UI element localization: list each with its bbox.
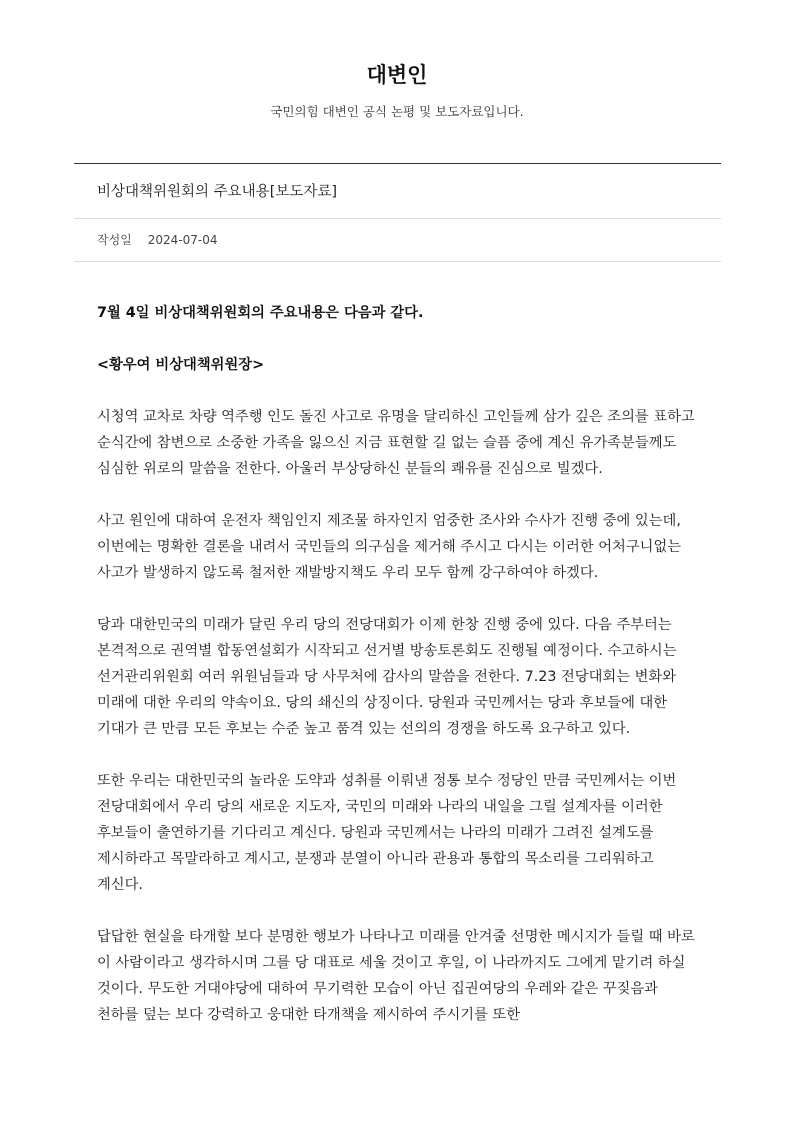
body-paragraph-4: 또한 우리는 대한민국의 놀라운 도약과 성취를 이뤄낸 정통 보수 정당인 만큼 국민께서는 이번 전당대회에서 우리 당의 새로운 지도자, 국민의 미래와 나라의 내일을 그릴 설계자를 이러한 후보들이 출연하기를 기다리고 계신다. 당원과 국민께서는 나라의 미래가 그려진 설계도를 제시하라고 목말라하고 계시고, 분쟁과 분열이 아니라 관용과 통합의 목소리를 그리워하고 계신다. [97, 773, 677, 893]
site-subtitle: 국민의힘 대변인 공식 논평 및 보도자료입니다. [270, 104, 524, 119]
post-title: 비상대책위원회의 주요내용[보도자료] [97, 184, 338, 200]
body-paragraph-3: 당과 대한민국의 미래가 달린 우리 당의 전당대회가 이제 한창 진행 중에 있다. 다음 주부터는 본격적으로 권역별 합동연설회가 시작되고 선거별 방송토론회도 진행될 예정이다. 수고하시는 선거관리위원회 여러 위원님들과 당 사무처에 감사의 말씀을 전한다. 7.23 전당대회는 변화와 미래에 대한 우리의 약속이요. 당의 쇄신의 상징이다. 당원과 국민께서는 당과 후보들에 대한 기대가 큰 만큼 모든 후보는 수준 높고 품격 있는 선의의 경쟁을 하도록 요구하고 있다. [97, 617, 677, 737]
lead-sentence: 7월 4일 비상대책위원회의 주요내용은 다음과 같다. [97, 305, 424, 321]
site-title: 대변인 [366, 63, 428, 87]
post-body [97, 300, 697, 1054]
header-divider [74, 163, 721, 164]
meta-divider [74, 261, 721, 262]
body-paragraph-1: 시청역 교차로 차량 역주행 인도 돌진 사고로 유명을 달리하신 고인들께 삼가 깊은 조의를 표하고 순식간에 참변으로 소중한 가족을 잃으신 지금 표현할 길 없는 슬픔 중에 계신 유가족분들께도 심심한 위로의 말씀을 전한다. 아울러 부상당하신 분들의 쾌유를 진심으로 빌겠다. [97, 409, 695, 477]
post-date: 2024-07-04 [147, 233, 218, 247]
title-divider [74, 218, 721, 219]
body-paragraph-5: 답답한 현실을 타개할 보다 분명한 행보가 나타나고 미래를 안겨줄 선명한 메시지가 들릴 때 바로 이 사람이라고 생각하시며 그를 당 대표로 세울 것이고 후일, 이 나라까지도 그에게 맡기려 하실 것이다. 무도한 거대야당에 대하여 무기력한 모습이 아닌 집권여당의 우레와 같은 꾸짖음과 천하를 덮는 보다 강력하고 웅대한 타개책을 제시하여 주시기를 또한 [97, 929, 695, 1023]
body-paragraph-2: 사고 원인에 대하여 운전자 책임인지 제조물 하자인지 엄중한 조사와 수사가 진행 중에 있는데, 이번에는 명확한 결론을 내려서 국민들의 의구심을 제거해 주시고 다시는 이러한 어처구니없는 사고가 발생하지 않도록 철저한 재발방지책도 우리 모두 함께 강구하여야 하겠다. [97, 513, 682, 581]
post-meta [97, 230, 218, 250]
date-label: 작성일 [97, 233, 132, 247]
speaker-heading: <황우여 비상대책위원장> [97, 357, 265, 373]
